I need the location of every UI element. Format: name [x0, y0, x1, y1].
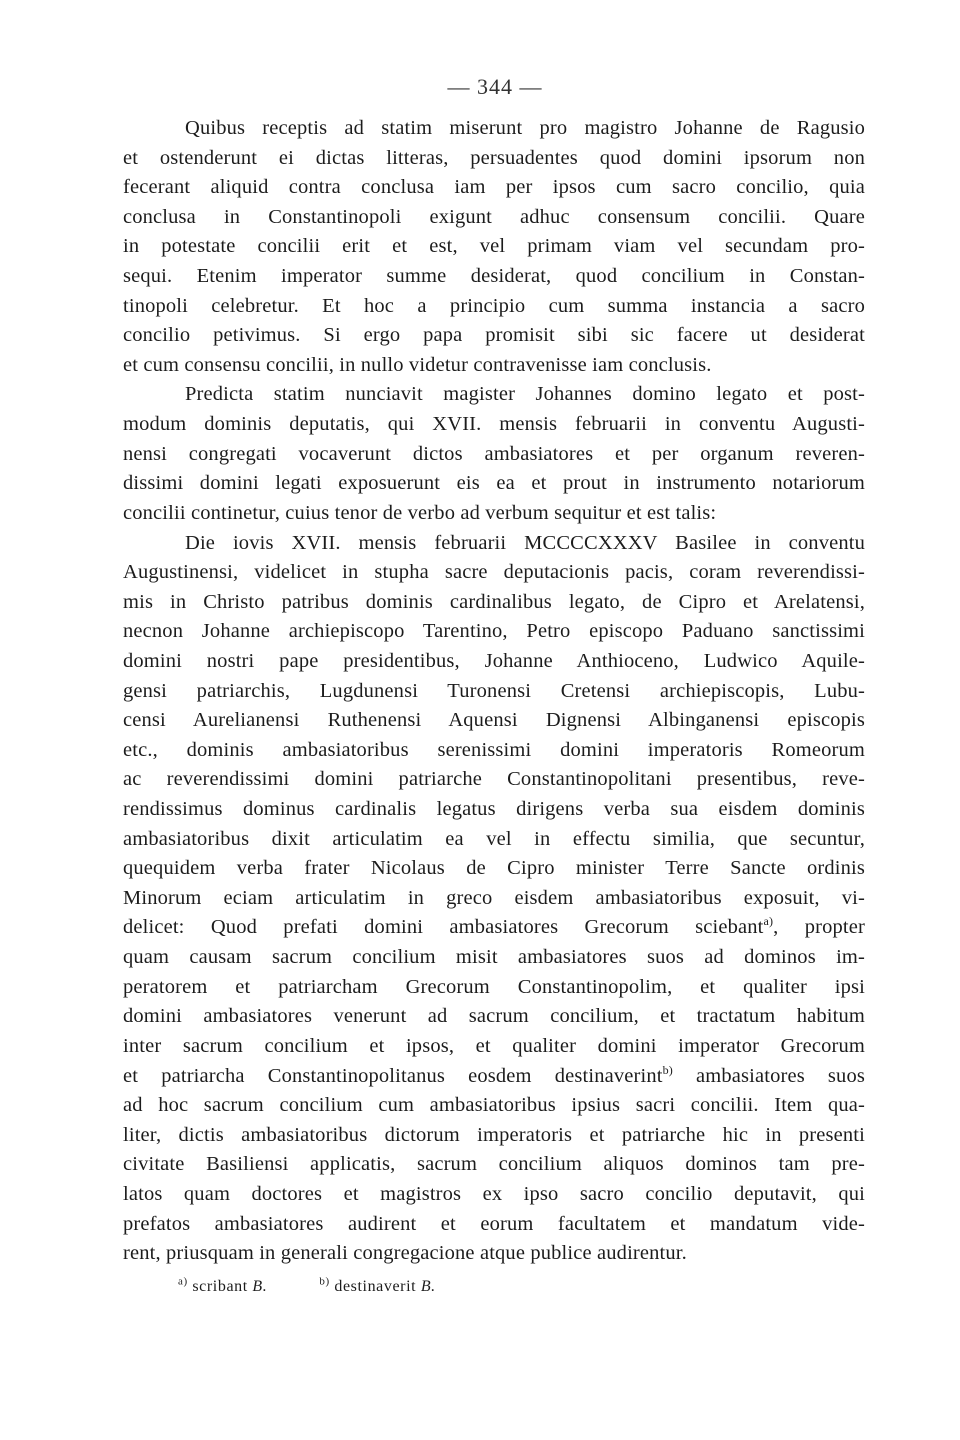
footnote-siglum: B.: [420, 1278, 436, 1295]
text-segment: et patriarcha Constantinopolitanus eosdem destinaverint: [123, 1064, 663, 1087]
text-line: conclusa in Constantinopoli exigunt adhuc consensum concilii. Quare: [123, 205, 865, 228]
text-line: quam causam sacrum concilium misit ambasiatores suos ad dominos im-: [123, 946, 865, 969]
text-line: inter sacrum concilium et ipsos, et qualiter domini imperator Grecorum: [123, 1034, 865, 1057]
text-line: concilii continetur, cuius tenor de verbo ad verbum sequitur et est talis:: [123, 501, 717, 524]
text-line: fecerant aliquid contra conclusa iam per ipsos cum sacro concilio, quia: [123, 176, 865, 199]
text-line: nensi congregati vocaverunt dictos ambasiatores et per organum reveren-: [123, 442, 865, 465]
text-segment: delicet: Quod prefati domini ambasiatores Grecorum sciebant: [123, 916, 764, 939]
text-segment: , propter: [773, 916, 865, 939]
text-line: etc., dominis ambasiatoribus serenissimi domini imperatoris Romeorum: [123, 738, 865, 761]
text-line: [123, 913, 865, 943]
text-line: et ostenderunt ei dictas litteras, persuadentes quod domini ipsorum non: [123, 146, 865, 169]
text-line: Predicta statim nunciavit magister Johannes domino legato et post-: [185, 383, 865, 406]
text-line: prefatos ambasiatores audirent et eorum facultatem et mandatum vide-: [123, 1212, 865, 1235]
footnote-reference: a): [763, 914, 774, 929]
text-line: domini nostri pape presidentibus, Johanne Anthioceno, Ludwico Aquile-: [123, 649, 865, 672]
paragraph: [123, 529, 865, 1269]
text-line: Minorum eciam articulatim in greco eisdem ambasiatoribus exposuit, vi-: [123, 886, 865, 909]
footnote: [178, 1275, 268, 1296]
page-number: — 344 —: [447, 74, 543, 99]
footnote: [319, 1275, 436, 1296]
text-line: ambasiatoribus dixit articulatim ea vel in effectu similia, que secuntur,: [123, 827, 865, 850]
text-line: concilio petivimus. Si ergo papa promisit sibi sic facere ut desiderat: [123, 324, 865, 347]
text-line: [123, 1062, 865, 1092]
text-line: Die iovis XVII. mensis februarii MCCCCXXXV Basilee in conventu: [185, 531, 865, 554]
text-line: necnon Johanne archiepiscopo Tarentino, Petro episcopo Paduano sanctissimi: [123, 620, 865, 643]
text-line: peratorem et patriarcham Grecorum Constantinopolim, et qualiter ipsi: [123, 975, 865, 998]
text-line: latos quam doctores et magistros ex ipso sacro concilio deputavit, qui: [123, 1182, 865, 1205]
text-line: modum dominis deputatis, qui XVII. mensis februarii in conventu Augusti-: [123, 413, 865, 436]
text-line: in potestate concilii erit et est, vel primam viam vel secundam pro-: [123, 235, 865, 258]
footnote-siglum: B.: [252, 1278, 268, 1295]
footnote-text: scribant: [187, 1278, 253, 1295]
footnote-mark: a): [178, 1275, 188, 1288]
paragraph: [123, 380, 865, 528]
footnote-reference: b): [662, 1062, 673, 1077]
text-line: liter, dictis ambasiatoribus dictorum imperatoris et patriarche hic in presenti: [123, 1123, 865, 1146]
text-segment: ambasiatores suos: [672, 1064, 865, 1087]
text-line: Augustinensi, videlicet in stupha sacre deputacionis pacis, coram reverendissi-: [123, 561, 865, 584]
text-line: et cum consensu concilii, in nullo videtur contravenisse iam conclusis.: [123, 353, 712, 376]
footnotes: [178, 1275, 878, 1296]
text-line: censi Aurelianensi Ruthenensi Aquensi Dignensi Albinganensi episcopis: [123, 709, 865, 732]
text-line: rent, priusquam in generali congregacione atque publice audirentur.: [123, 1242, 687, 1265]
main-text: [123, 114, 865, 1269]
text-line: rendissimus dominus cardinalis legatus dirigens verba sua eisdem dominis: [123, 798, 865, 821]
footnote-text: destinaverit: [329, 1278, 421, 1295]
text-line: mis in Christo patribus dominis cardinalibus legato, de Cipro et Arelatensi,: [123, 590, 865, 613]
text-line: quequidem verba frater Nicolaus de Cipro minister Terre Sancte ordinis: [123, 857, 865, 880]
text-line: gensi patriarchis, Lugdunensi Turonensi Cretensi archiepiscopis, Lubu-: [123, 679, 865, 702]
footnote-mark: b): [319, 1275, 330, 1288]
text-line: Quibus receptis ad statim miserunt pro magistro Johanne de Ragusio: [185, 117, 865, 139]
text-line: tinopoli celebretur. Et hoc a principio cum summa instancia a sacro: [123, 294, 865, 317]
text-line: domini ambasiatores venerunt ad sacrum concilium, et tractatum habitum: [123, 1005, 865, 1028]
text-line: civitate Basiliensi applicatis, sacrum concilium aliquos dominos tam pre-: [123, 1153, 865, 1176]
text-line: dissimi domini legati exposuerunt eis ea et prout in instrumento notariorum: [123, 472, 865, 495]
text-line: ad hoc sacrum concilium cum ambasiatoribus ipsius sacri concilii. Item qua-: [123, 1094, 865, 1117]
text-line: ac reverendissimi domini patriarche Constantinopolitani presentibus, reve-: [123, 768, 865, 791]
text-line: sequi. Etenim imperator summe desiderat, quod concilium in Constan-: [123, 265, 865, 288]
paragraph: [123, 114, 865, 380]
